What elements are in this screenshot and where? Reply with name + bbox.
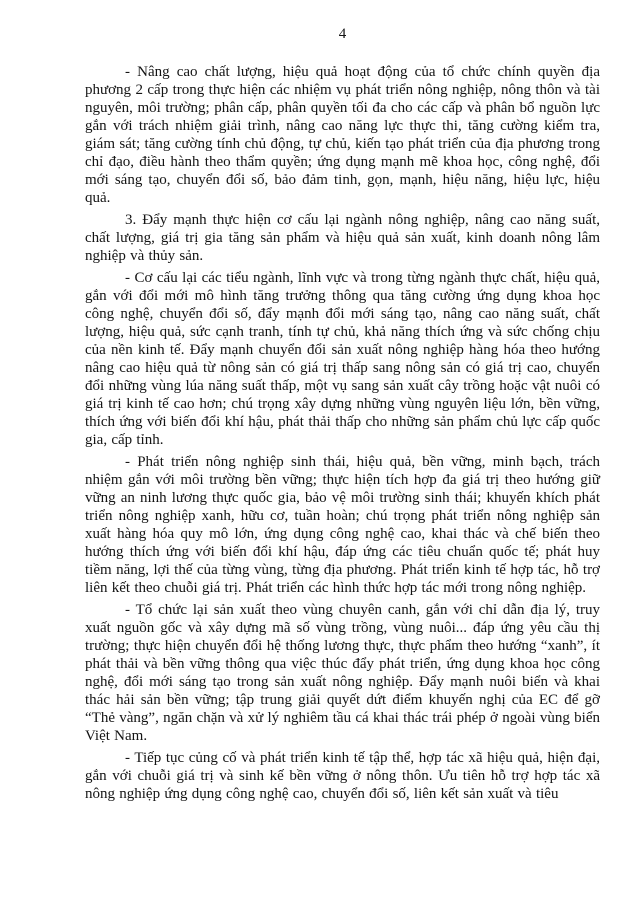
paragraph-section-3-heading: 3. Đẩy mạnh thực hiện cơ cấu lại ngành nông nghiệp, nâng cao năng suất, chất lượng, giá trị gia tăng sản phẩm và hiệu quả sản xuất, kinh doanh nông lâm nghiệp và thủy sản. [85, 212, 600, 264]
paragraph-nang-cao-chat-luong: - Nâng cao chất lượng, hiệu quả hoạt động của tổ chức chính quyền địa phương 2 cấp trong thực hiện các nhiệm vụ phát triển nông nghiệp, nông thôn và tài nguyên, môi trường; phân cấp, phân quyền tối đa cho các cấp và phân bổ nguồn lực gắn với trách nhiệm giải trình, nâng cao năng lực thực thi, tăng cường kiểm tra, giám sát; tăng cường tính chủ động, tự chủ, kiến tạo phát triển của địa phương trong chỉ đạo, điều hành theo thẩm quyền; ứng dụng mạnh mẽ khoa học, công nghệ, đổi mới sáng tạo, chuyển đổi số, bảo đảm tinh, gọn, mạnh, hiệu năng, hiệu lực, hiệu quả. [85, 64, 600, 206]
paragraph-phat-trien-nong-nghiep: - Phát triển nông nghiệp sinh thái, hiệu quả, bền vững, minh bạch, trách nhiệm gắn với môi trường bền vững; thực hiện tích hợp đa giá trị theo hướng giữ vững an ninh lương thực quốc gia, bảo vệ môi trường sinh thái; khuyến khích phát triển nông nghiệp xanh, hữu cơ, tuần hoàn; chú trọng phát triển nông nghiệp sản xuất hàng hóa quy mô lớn, ứng dụng công nghệ cao, khai thác và chế biến theo hướng thích ứng với biến đổi khí hậu, đáp ứng các tiêu chuẩn quốc tế; phát huy tiềm năng, lợi thế của từng vùng, từng địa phương. Phát triển kinh tế hợp tác, hỗ trợ liên kết theo chuỗi giá trị. Phát triển các hình thức hợp tác mới trong nông nghiệp. [85, 454, 600, 596]
paragraph-to-chuc-lai-san-xuat: - Tổ chức lại sản xuất theo vùng chuyên canh, gắn với chỉ dẫn địa lý, truy xuất nguồn gốc và xây dựng mã số vùng trồng, vùng nuôi... đáp ứng yêu cầu thị trường; thực hiện chuyển đổi hệ thống lương thực, thực phẩm theo hướng “xanh”, ít phát thải và bền vững thông qua việc thúc đẩy phát triển, ứng dụng khoa học công nghệ, đổi mới sáng tạo trong sản xuất nông nghiệp. Đẩy mạnh nuôi biển và khai thác hải sản bền vững; tập trung giải quyết dứt điểm khuyến nghị của EC để gỡ “Thẻ vàng”, ngăn chặn và xử lý nghiêm tầu cá khai thác trái phép ở ngoài vùng biển Việt Nam. [85, 602, 600, 744]
page-number: 4 [338, 26, 347, 42]
paragraph-tiep-tuc-cung-co: - Tiếp tục củng cố và phát triển kinh tế tập thể, hợp tác xã hiệu quả, hiện đại, gắn với chuỗi giá trị và sinh kế bền vững ở nông thôn. Ưu tiên hỗ trợ hợp tác xã nông nghiệp ứng dụng công nghệ cao, chuyển đổi số, liên kết sản xuất và tiêu [85, 750, 600, 802]
paragraph-co-cau-lai: - Cơ cấu lại các tiểu ngành, lĩnh vực và trong từng ngành thực chất, hiệu quả, gắn với đổi mới mô hình tăng trưởng thông qua tăng cường ứng dụng khoa học công nghệ, chuyển đổi số, đẩy mạnh đổi mới sáng tạo, nâng cao năng suất, chất lượng, hiệu quả, sức cạnh tranh, tính tự chủ, khả năng thích ứng và sức chống chịu của nền kinh tế. Đẩy mạnh chuyển đổi sản xuất nông nghiệp hàng hóa theo hướng nâng cao hiệu quả từ nông sản có giá trị thấp sang nông sản có giá trị cao, chuyển đổi những vùng lúa năng suất thấp, một vụ sang sản xuất cây trồng hoặc vật nuôi có giá trị kinh tế cao hơn; chú trọng xây dựng những vùng nguyên liệu lớn, bền vững, thích ứng với biến đổi khí hậu, phát thải thấp cho những sản phẩm chủ lực cấp quốc gia, cấp tỉnh. [85, 270, 600, 448]
